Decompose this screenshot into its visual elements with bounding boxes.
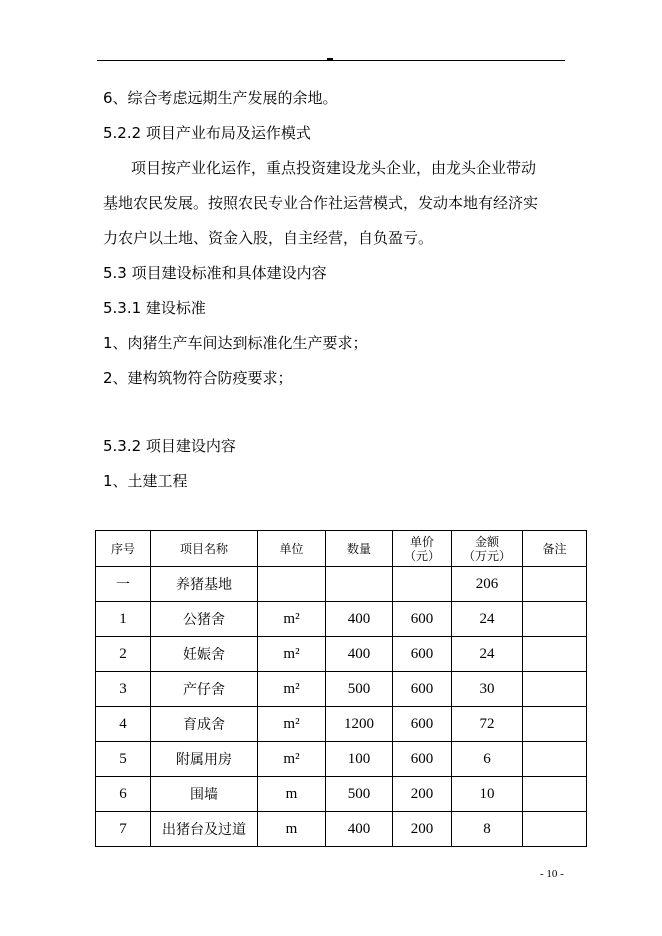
- cell-amount: 72: [452, 707, 523, 742]
- table-row: [96, 602, 587, 637]
- cell-qty: 500: [326, 777, 393, 812]
- cell-name: 围墙: [151, 777, 258, 812]
- cell-qty: 400: [326, 812, 393, 847]
- cell-name: 产仔舍: [151, 672, 258, 707]
- header-name: 项目名称: [151, 531, 258, 567]
- header-amount-line1: 金额: [474, 534, 499, 549]
- cell-amount: 24: [452, 637, 523, 672]
- cell-name: 养猪基地: [151, 567, 258, 602]
- cell-price: 600: [393, 672, 452, 707]
- cell-price: 600: [393, 637, 452, 672]
- cell-qty: 400: [326, 637, 393, 672]
- cell-remark: [523, 602, 587, 637]
- section-heading-5-3-2: 5.3.2 项目建设内容: [103, 437, 236, 455]
- table-row: [96, 672, 587, 707]
- cell-remark: [523, 567, 587, 602]
- cell-qty: [326, 567, 393, 602]
- cell-remark: [523, 742, 587, 777]
- list-item-2: 2、建构筑物符合防疫要求；: [103, 369, 293, 387]
- header-remark: 备注: [523, 531, 587, 567]
- cell-qty: 1200: [326, 707, 393, 742]
- construction-cost-table: [95, 530, 587, 847]
- header-price-line1: 单价: [409, 534, 434, 549]
- cell-seq: 1: [96, 602, 151, 637]
- table-row: [96, 742, 587, 777]
- header-amount: [452, 531, 523, 567]
- header-qty: 数量: [326, 531, 393, 567]
- cell-price: 600: [393, 707, 452, 742]
- cell-remark: [523, 707, 587, 742]
- cell-qty: 500: [326, 672, 393, 707]
- cell-amount: 24: [452, 602, 523, 637]
- cell-name: 公猪舍: [151, 602, 258, 637]
- paragraph-line: 项目按产业化运作，重点投资建设龙头企业，由龙头企业带动: [131, 159, 537, 177]
- cell-unit: m²: [258, 707, 326, 742]
- cell-qty: 100: [326, 742, 393, 777]
- section-heading-5-2-2: 5.2.2 项目产业布局及运作模式: [103, 124, 311, 142]
- table-row: [96, 812, 587, 847]
- cell-seq: 6: [96, 777, 151, 812]
- cell-seq: 3: [96, 672, 151, 707]
- paragraph-item-6: 6、综合考虑远期生产发展的余地。: [103, 89, 338, 107]
- paragraph-line: 力农户以土地、资金入股，自主经营，自负盈亏。: [103, 229, 434, 247]
- cell-amount: 10: [452, 777, 523, 812]
- cell-amount: 8: [452, 812, 523, 847]
- cell-remark: [523, 812, 587, 847]
- header-mark: [327, 58, 333, 61]
- table-row: [96, 777, 587, 812]
- list-item-civil-works: 1、土建工程: [103, 472, 188, 490]
- cell-unit: m: [258, 812, 326, 847]
- cell-amount: 30: [452, 672, 523, 707]
- cell-unit: [258, 567, 326, 602]
- cell-seq: 4: [96, 707, 151, 742]
- cell-unit: m²: [258, 602, 326, 637]
- cell-seq: 5: [96, 742, 151, 777]
- header-price: [393, 531, 452, 567]
- cell-unit: m²: [258, 672, 326, 707]
- cell-price: 600: [393, 602, 452, 637]
- cell-seq: 7: [96, 812, 151, 847]
- table-row: [96, 637, 587, 672]
- cell-amount: 206: [452, 567, 523, 602]
- cell-name: 妊娠舍: [151, 637, 258, 672]
- header-seq: 序号: [96, 531, 151, 567]
- cell-qty: 400: [326, 602, 393, 637]
- page-number: - 10 -: [540, 868, 564, 880]
- list-item-1: 1、肉猪生产车间达到标准化生产要求；: [103, 334, 368, 352]
- cell-name: 育成舍: [151, 707, 258, 742]
- cell-remark: [523, 777, 587, 812]
- header-amount-line2: （万元）: [462, 548, 511, 563]
- cell-price: 200: [393, 812, 452, 847]
- cell-unit: m²: [258, 637, 326, 672]
- paragraph-line: 基地农民发展。按照农民专业合作社运营模式，发动本地有经济实: [103, 194, 539, 212]
- table-header-row: [96, 531, 587, 567]
- cell-price: [393, 567, 452, 602]
- cell-price: 600: [393, 742, 452, 777]
- cell-seq: 2: [96, 637, 151, 672]
- section-heading-5-3-1: 5.3.1 建设标准: [103, 299, 206, 317]
- cell-price: 200: [393, 777, 452, 812]
- cell-unit: m²: [258, 742, 326, 777]
- table-row: [96, 567, 587, 602]
- section-heading-5-3: 5.3 项目建设标准和具体建设内容: [103, 264, 327, 282]
- cell-name: 出猪台及过道: [151, 812, 258, 847]
- cell-amount: 6: [452, 742, 523, 777]
- cell-remark: [523, 672, 587, 707]
- cell-seq: 一: [96, 567, 151, 602]
- header-unit: 单位: [258, 531, 326, 567]
- cell-remark: [523, 637, 587, 672]
- header-price-line2: （元）: [403, 548, 440, 563]
- table-row: [96, 707, 587, 742]
- cell-name: 附属用房: [151, 742, 258, 777]
- cell-unit: m: [258, 777, 326, 812]
